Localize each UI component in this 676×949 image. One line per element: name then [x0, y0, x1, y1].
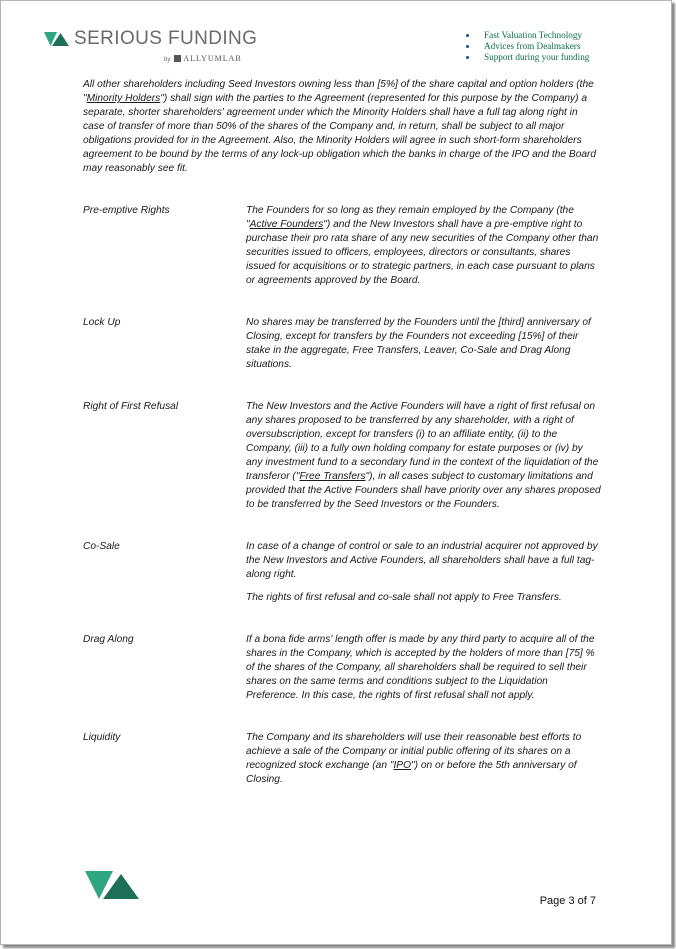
term-text: If a bona fide arms' length offer is made by any third party to acquire all of the shares in the Company, which is accepted by the holders of more than [75] % of the shares of the Company, all shareholders shall be required to sell their shares on the same terms and conditions subject to the Liquidation Preference. In this case, the rights of first refusal shall not apply. [246, 634, 595, 701]
feature-item: Fast Valuation Technology [465, 30, 589, 41]
brand-name: SERIOUS FUNDING [74, 28, 258, 49]
brand-logo [44, 28, 304, 64]
ipo-term: IPO [393, 760, 412, 771]
footer-logo-icon [85, 871, 147, 901]
intro-paragraph: All other shareholders including Seed Investors owning less than [5%] of the share capital and option holders (the "Minority Holders") shall sign with the parties to the Agreement (represented for this purpose by the Company) a separate, shorter shareholders' agreement under which the Minority Holders shall have a full tag along right in case of transfer of more than 50% of the shares of the Company and, in return, shall be subject to all major obligations provided for in the Agreement. Also, the Minority Holders will agree in such short-form shareholders agreement to be bound by the terms of any lock-up obligation which the banks in charge of the IPO and the Board may reasonably see fit. [83, 79, 597, 174]
term-text: In case of a change of control or sale to an industrial acquirer not approved by the New Investors and Active Founders, all shareholders shall have a full tag-along right. The rights of first refusal and co-sale shall not apply to Free Transfers. [246, 541, 598, 603]
term-co-sale [83, 540, 601, 605]
serious-funding-logo-icon [44, 32, 74, 48]
feature-list [465, 30, 589, 63]
minority-holders-term: Minority Holders [86, 93, 161, 104]
by-label: by [164, 57, 171, 63]
free-transfers-term: Free Transfers [299, 471, 366, 482]
term-label: Lock Up [83, 317, 121, 328]
feature-item: Advices from Dealmakers [465, 41, 589, 52]
partner-name: ALLYUMLAB [183, 54, 242, 63]
term-preemptive-rights [83, 204, 601, 288]
term-label: Liquidity [83, 732, 121, 743]
term-right-of-first-refusal [83, 400, 601, 512]
term-text: The Founders for so long as they remain employed by the Company (the "Active Founders") and the New Investors shall have a pre-emptive right to purchase their pro rata share of any new securities of the Company other than securities issued to officers, employees, directors or consultants, shares issued for acquisitions or to strategic partners, in each case pursuant to plans or agreements approved by the Board. [246, 205, 599, 286]
term-label: Co-Sale [83, 541, 120, 552]
partner-line [164, 54, 242, 63]
term-lock-up [83, 316, 601, 372]
term-text: The Company and its shareholders will use their reasonable best efforts to achieve a sale of the Company or initial public offering of its shares on a recognized stock exchange (an "IPO") on or before the 5th anniversary of Closing. [246, 732, 582, 785]
term-label: Drag Along [83, 634, 134, 645]
term-label: Right of First Refusal [83, 401, 179, 412]
feature-item: Support during your funding [465, 52, 589, 63]
page-number: Page 3 of 7 [539, 895, 596, 907]
term-text: No shares may be transferred by the Founders until the [third] anniversary of Closing, except for transfers by the Founders not exceeding [15%] of their stake in the aggregate, Free Transfers, Leaver, Co-Sale and Drag Along situations. [246, 317, 591, 370]
allyumlab-icon [174, 55, 181, 62]
term-text: The New Investors and the Active Founders will have a right of first refusal on any shares proposed to be transferred by any shareholder, with a right of oversubscription, except for transfers (i) to an affiliate entity, (ii) to the Company, (iii) to a fully own holding company for estate purposes or (iv) by any investment fund to a secondary fund in the context of the liquidation of the transferor ("Free Transfers"), in all cases subject to customary limitations and provided that the Active Founders shall have priority over any shares proposed to be transferred by the Seed Investors or the Founders. [246, 401, 601, 510]
document-body [83, 78, 601, 787]
term-label: Pre-emptive Rights [83, 205, 170, 216]
term-liquidity [83, 731, 601, 787]
active-founders-term: Active Founders [249, 219, 324, 230]
term-drag-along [83, 633, 601, 703]
